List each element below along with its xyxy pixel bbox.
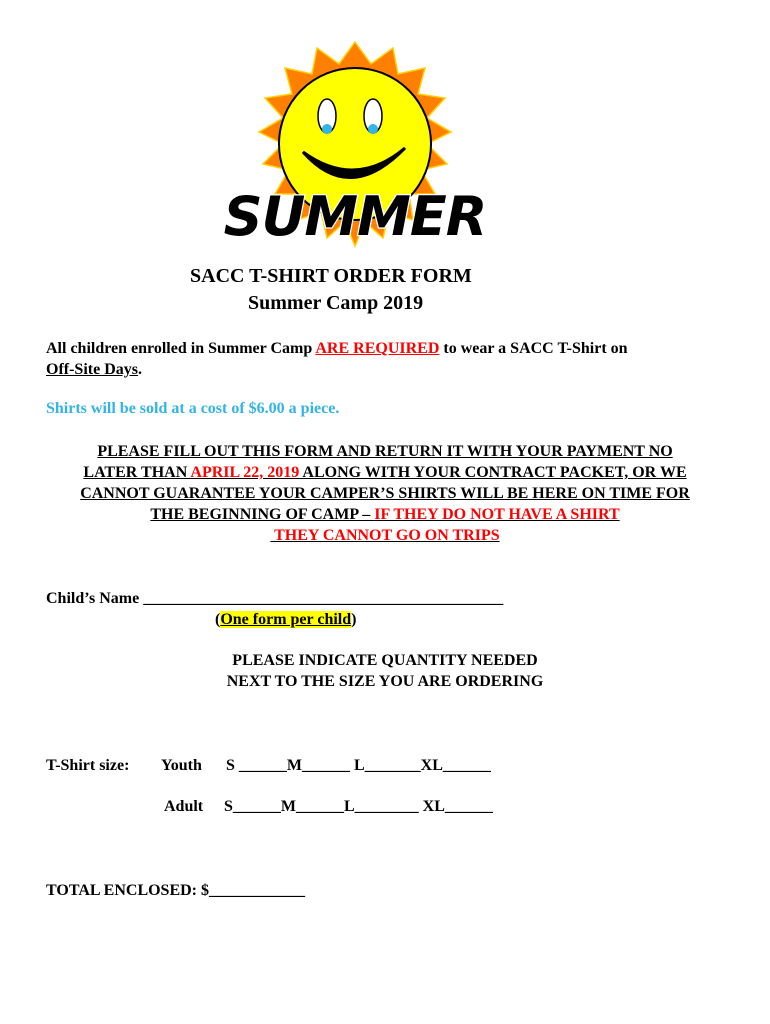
youth-label: Youth bbox=[161, 757, 202, 774]
youth-size-blanks[interactable]: S ______M______ L_______XL______ bbox=[226, 757, 491, 774]
tshirt-size-label: T-Shirt size: bbox=[46, 757, 130, 774]
intro-period: . bbox=[137, 361, 142, 378]
trip-warning: IF THEY DO NOT HAVE A SHIRT bbox=[374, 506, 620, 523]
instructions-block bbox=[40, 441, 730, 546]
sun-pupil-left bbox=[322, 124, 332, 134]
total-enclosed[interactable] bbox=[46, 880, 305, 901]
page-subtitle: Summer Camp 2019 bbox=[248, 292, 424, 314]
total-label: TOTAL ENCLOSED: $ bbox=[46, 882, 210, 899]
total-blank[interactable]: ____________ bbox=[209, 882, 306, 899]
instructions-line: PLEASE FILL OUT THIS FORM AND RETURN IT WITH YOUR PAYMENT NO bbox=[97, 443, 673, 460]
instructions-line bbox=[40, 462, 730, 483]
quantity-line: PLEASE INDICATE QUANTITY NEEDED bbox=[232, 652, 538, 669]
instructions-line bbox=[40, 504, 730, 525]
intro-text: All children enrolled in Summer Camp bbox=[46, 340, 316, 357]
child-name-label: Child’s Name bbox=[46, 590, 144, 607]
quantity-instruction bbox=[0, 650, 770, 692]
sun-pupil-right bbox=[368, 124, 378, 134]
adult-label: Adult bbox=[164, 798, 204, 815]
one-form-note bbox=[215, 609, 356, 630]
sun-icon bbox=[215, 40, 495, 270]
instructions-line: CANNOT GUARANTEE YOUR CAMPER’S SHIRTS WILL BE HERE ON TIME FOR bbox=[80, 485, 690, 502]
intro-text-2: to wear a SACC T-Shirt on bbox=[439, 340, 628, 357]
instructions-text: ALONG WITH YOUR CONTRACT PACKET, OR WE bbox=[299, 464, 687, 481]
one-form-per-child: One form per child bbox=[220, 611, 352, 628]
note-paren: ) bbox=[351, 611, 357, 628]
page-title: SACC T-SHIRT ORDER FORM bbox=[190, 265, 472, 287]
trip-warning-2: THEY CANNOT GO ON TRIPS bbox=[270, 527, 500, 544]
logo-text: SUMMER bbox=[223, 185, 487, 248]
quantity-line: NEXT TO THE SIZE YOU ARE ORDERING bbox=[226, 673, 544, 690]
instructions-text: THE BEGINNING OF CAMP – bbox=[150, 506, 375, 523]
instructions-text: LATER THAN bbox=[83, 464, 191, 481]
instructions-line bbox=[40, 525, 730, 546]
child-name-blank[interactable]: _____________________________________________ bbox=[143, 590, 504, 607]
price-note: Shirts will be sold at a cost of $6.00 a piece. bbox=[46, 400, 340, 417]
deadline-date: APRIL 22, 2019 bbox=[190, 464, 300, 481]
note-paren: ( bbox=[215, 611, 221, 628]
adult-size-blanks[interactable]: S______M______L________ XL______ bbox=[224, 798, 493, 815]
intro-paragraph bbox=[46, 338, 736, 380]
required-emphasis: ARE REQUIRED bbox=[315, 340, 440, 357]
offsite-days: Off-Site Days bbox=[46, 361, 138, 378]
summer-logo bbox=[215, 40, 495, 270]
child-name-field[interactable] bbox=[46, 588, 503, 609]
